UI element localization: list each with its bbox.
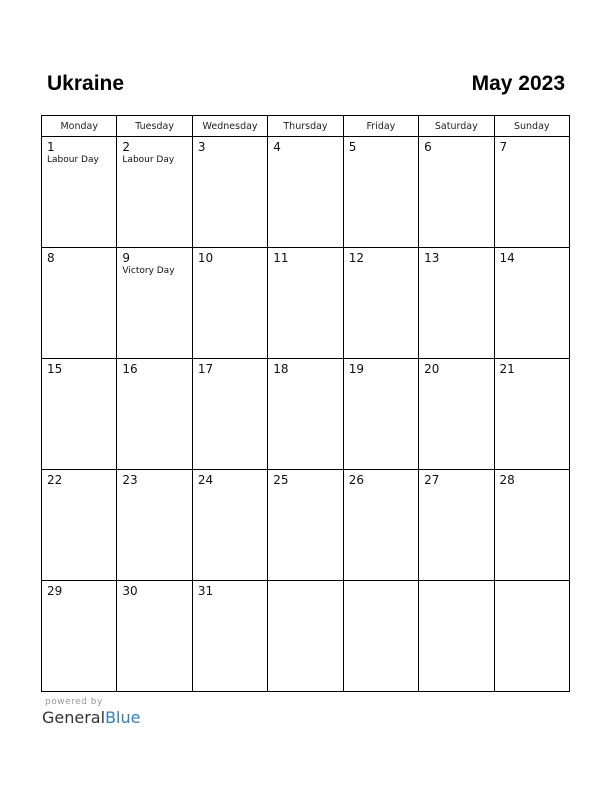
week-row-4 bbox=[42, 470, 570, 581]
country-title: Ukraine bbox=[47, 72, 125, 95]
day-number: 19 bbox=[348, 362, 364, 376]
day-number: 17 bbox=[197, 362, 214, 376]
day-cell bbox=[192, 470, 267, 581]
day-cell bbox=[343, 470, 418, 581]
day-cell bbox=[117, 137, 192, 248]
day-cell bbox=[494, 359, 569, 470]
day-cell bbox=[42, 470, 117, 581]
day-number: 13 bbox=[424, 251, 440, 265]
day-number: 28 bbox=[499, 473, 515, 487]
weekday-header-row bbox=[42, 116, 570, 137]
calendar-grid bbox=[41, 115, 570, 692]
day-cell bbox=[117, 359, 192, 470]
day-number: 18 bbox=[273, 362, 289, 376]
day-cell bbox=[419, 137, 494, 248]
day-cell bbox=[494, 137, 569, 248]
day-cell bbox=[192, 248, 267, 359]
weekday-wednesday: Wednesday bbox=[192, 116, 267, 137]
generalblue-logo bbox=[42, 708, 140, 728]
day-number: 27 bbox=[424, 473, 440, 487]
day-cell bbox=[268, 248, 343, 359]
week-row-2 bbox=[42, 248, 570, 359]
weekday-saturday: Saturday bbox=[419, 116, 494, 137]
day-number: 21 bbox=[499, 362, 515, 376]
day-number: 20 bbox=[424, 362, 440, 376]
day-number: 30 bbox=[122, 584, 138, 598]
day-cell bbox=[494, 248, 569, 359]
day-number: 8 bbox=[47, 251, 55, 265]
day-cell bbox=[117, 248, 192, 359]
day-number: 14 bbox=[499, 251, 515, 265]
day-cell-empty bbox=[419, 581, 494, 692]
day-number: 10 bbox=[197, 251, 214, 265]
week-row-3 bbox=[42, 359, 570, 470]
weekday-tuesday: Tuesday bbox=[117, 116, 192, 137]
day-cell-empty bbox=[343, 581, 418, 692]
holiday-label: Labour Day bbox=[122, 155, 175, 165]
day-number: 5 bbox=[348, 140, 357, 154]
day-cell-empty bbox=[494, 581, 569, 692]
day-number: 6 bbox=[424, 140, 432, 154]
weekday-thursday: Thursday bbox=[268, 116, 343, 137]
day-number: 25 bbox=[273, 473, 289, 487]
weekday-friday: Friday bbox=[343, 116, 418, 137]
day-cell bbox=[268, 137, 343, 248]
day-number: 26 bbox=[348, 473, 364, 487]
day-cell bbox=[117, 581, 192, 692]
day-cell bbox=[419, 359, 494, 470]
weekday-monday: Monday bbox=[42, 116, 117, 137]
day-cell bbox=[268, 470, 343, 581]
day-cell bbox=[343, 248, 418, 359]
day-cell bbox=[192, 359, 267, 470]
day-number: 15 bbox=[47, 362, 63, 376]
month-title: May 2023 bbox=[471, 72, 565, 95]
day-number: 29 bbox=[47, 584, 63, 598]
day-cell bbox=[192, 137, 267, 248]
day-cell bbox=[494, 470, 569, 581]
brand-general-text: General bbox=[42, 708, 106, 727]
day-number: 11 bbox=[273, 251, 289, 265]
holiday-label: Victory Day bbox=[122, 266, 175, 276]
day-number: 2 bbox=[122, 140, 131, 154]
holiday-label: Labour Day bbox=[47, 155, 99, 165]
day-number: 31 bbox=[197, 584, 214, 598]
brand-blue-text: Blue bbox=[105, 708, 141, 727]
day-cell bbox=[117, 470, 192, 581]
day-number: 4 bbox=[273, 140, 281, 154]
day-cell bbox=[419, 470, 494, 581]
weekday-sunday: Sunday bbox=[494, 116, 569, 137]
day-number: 3 bbox=[197, 140, 206, 154]
day-cell bbox=[343, 137, 418, 248]
day-cell bbox=[42, 248, 117, 359]
day-cell bbox=[343, 359, 418, 470]
day-number: 16 bbox=[122, 362, 138, 376]
day-number: 22 bbox=[47, 473, 63, 487]
day-cell bbox=[42, 581, 117, 692]
week-row-1 bbox=[42, 137, 570, 248]
day-cell bbox=[419, 248, 494, 359]
day-number: 24 bbox=[197, 473, 214, 487]
day-cell-empty bbox=[268, 581, 343, 692]
day-number: 23 bbox=[122, 473, 138, 487]
day-cell bbox=[42, 137, 117, 248]
day-number: 9 bbox=[122, 251, 131, 265]
day-number: 1 bbox=[47, 140, 55, 154]
day-number: 7 bbox=[499, 140, 508, 154]
day-cell bbox=[268, 359, 343, 470]
week-row-5 bbox=[42, 581, 570, 692]
day-cell bbox=[42, 359, 117, 470]
powered-by-label: powered by bbox=[45, 697, 103, 707]
day-number: 12 bbox=[348, 251, 364, 265]
day-cell bbox=[192, 581, 267, 692]
